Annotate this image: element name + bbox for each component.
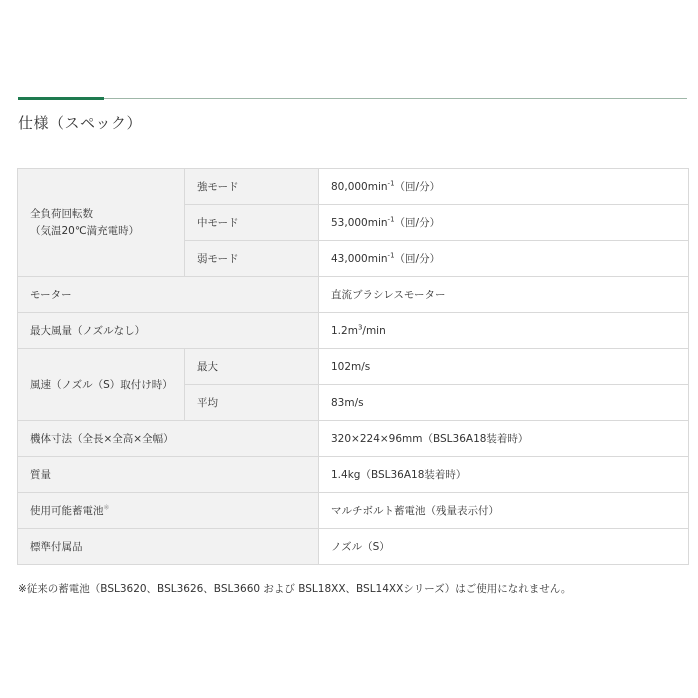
heading-rule (18, 98, 687, 99)
speed-value: 102m/s (319, 349, 689, 385)
battery-label: 使用可能蓄電池 (30, 505, 104, 517)
battery-value: マルチボルト蓄電池（残量表示付） (319, 493, 689, 529)
table-row (18, 349, 689, 385)
mode-label: 弱モード (185, 241, 319, 277)
dimensions-value: 320×224×96mm（BSL36A18装着時） (319, 421, 689, 457)
table-row (18, 277, 689, 313)
speed-sub-label: 平均 (185, 385, 319, 421)
airflow-label: 最大風量（ノズルなし） (18, 313, 319, 349)
table-row (18, 313, 689, 349)
weight-label: 質量 (18, 457, 319, 493)
table-row (18, 421, 689, 457)
heading-accent-bar (18, 97, 104, 100)
battery-label-cell (18, 493, 319, 529)
footnote-mark: ※ (103, 503, 110, 512)
speed-label: 風速（ノズル（S）取付け時） (18, 349, 185, 421)
accessory-value: ノズル（S） (319, 529, 689, 565)
rpm-value: $53,000\min^{-1}$（回/分） (319, 205, 689, 241)
table-row (18, 529, 689, 565)
table-row (18, 493, 689, 529)
section-title: 仕様（スペック） (18, 114, 143, 132)
speed-sub-label: 最大 (185, 349, 319, 385)
rpm-label: 全負荷回転数 (30, 207, 93, 220)
speed-value: 83m/s (319, 385, 689, 421)
accessory-label: 標準付属品 (18, 529, 319, 565)
dimensions-label: 機体寸法（全長×全高×全幅） (18, 421, 319, 457)
table-row (18, 169, 689, 205)
mode-label: 中モード (185, 205, 319, 241)
rpm-value: $43,000\min^{-1}$（回/分） (319, 241, 689, 277)
battery-footnote: ※従来の蓄電池（BSL3620、BSL3626、BSL3660 および BSL18XX、BSL14XXシリーズ）はご使用になれません。 (18, 583, 572, 595)
rpm-value: $80,000\min^{-1}$（回/分） (319, 169, 689, 205)
weight-value: 1.4kg（BSL36A18装着時） (319, 457, 689, 493)
motor-value: 直流ブラシレスモーター (319, 277, 689, 313)
motor-label: モーター (18, 277, 319, 313)
airflow-value: $1.2m^3/\min$ (319, 313, 689, 349)
table-row (18, 457, 689, 493)
spec-table (17, 168, 689, 565)
rpm-label-note: （気温20℃満充電時） (30, 224, 140, 237)
rpm-label-cell (18, 169, 185, 277)
mode-label: 強モード (185, 169, 319, 205)
